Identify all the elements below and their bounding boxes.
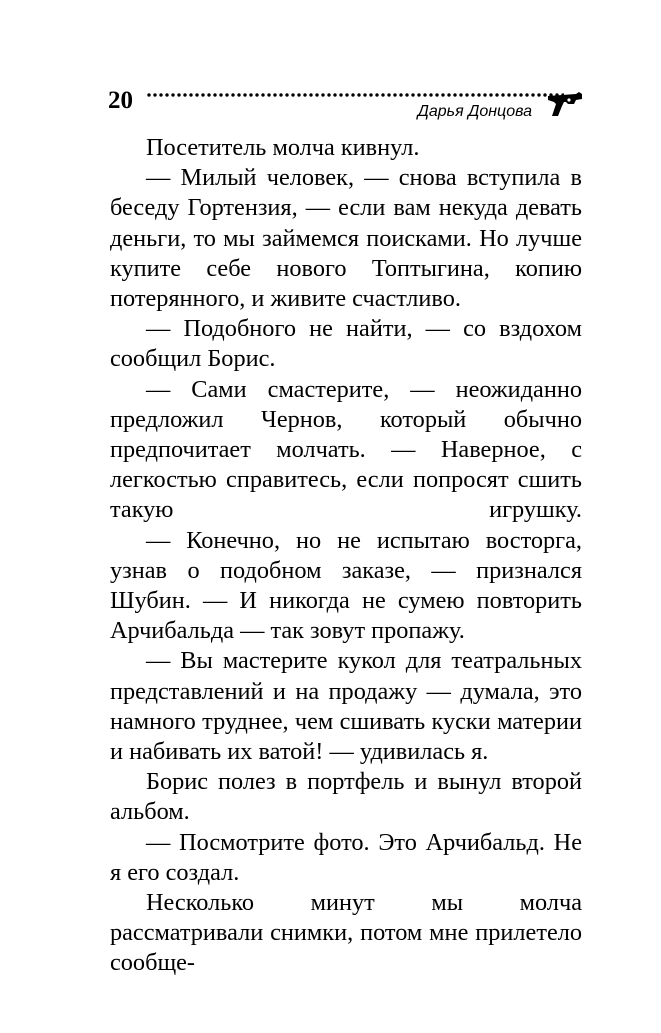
paragraph: — Сами смастерите, — неожиданно предложил Чернов, который обычно предпочитает молчать. — Наверное, с легкостью справитесь, если попросят сшить такую игрушку.	[110, 375, 582, 524]
paragraph: — Милый человек, — снова вступила в беседу Гортензия, — если вам некуда девать деньги, то мы займемся поисками. Но лучше купите себе нового Топтыгина, копию потерянного, и живите счастливо.	[110, 164, 582, 313]
running-header	[108, 84, 586, 124]
author-name: Дарья Донцова	[417, 103, 532, 120]
paragraph: — Посмотрите фото. Это Арчибальд. Не я его создал.	[110, 828, 582, 886]
page-body	[110, 133, 582, 979]
paragraph: — Вы мастерите кукол для театральных представлений и на продажу — думала, это намного труднее, чем сшивать куски материи и набивать их ватой! — удивилась я.	[110, 647, 582, 766]
paragraph: Борис полез в портфель и вынул второй альбом.	[110, 768, 582, 826]
page-number: 20	[108, 87, 133, 114]
paragraph: Посетитель молча кивнул.	[146, 134, 420, 161]
paragraph: — Подобного не найти, — со вздохом сообщил Борис.	[110, 315, 582, 373]
revolver-icon	[546, 90, 586, 118]
paragraph: — Конечно, но не испытаю восторга, узнав о подобном заказе, — признался Шубин. — И никогда не сумею повторить Арчибальда — так зовут пропажу.	[110, 526, 582, 645]
dotted-leader	[146, 92, 564, 98]
paragraph: Несколько минут мы молча рассматривали снимки, потом мне прилетело сообще-	[110, 889, 582, 977]
